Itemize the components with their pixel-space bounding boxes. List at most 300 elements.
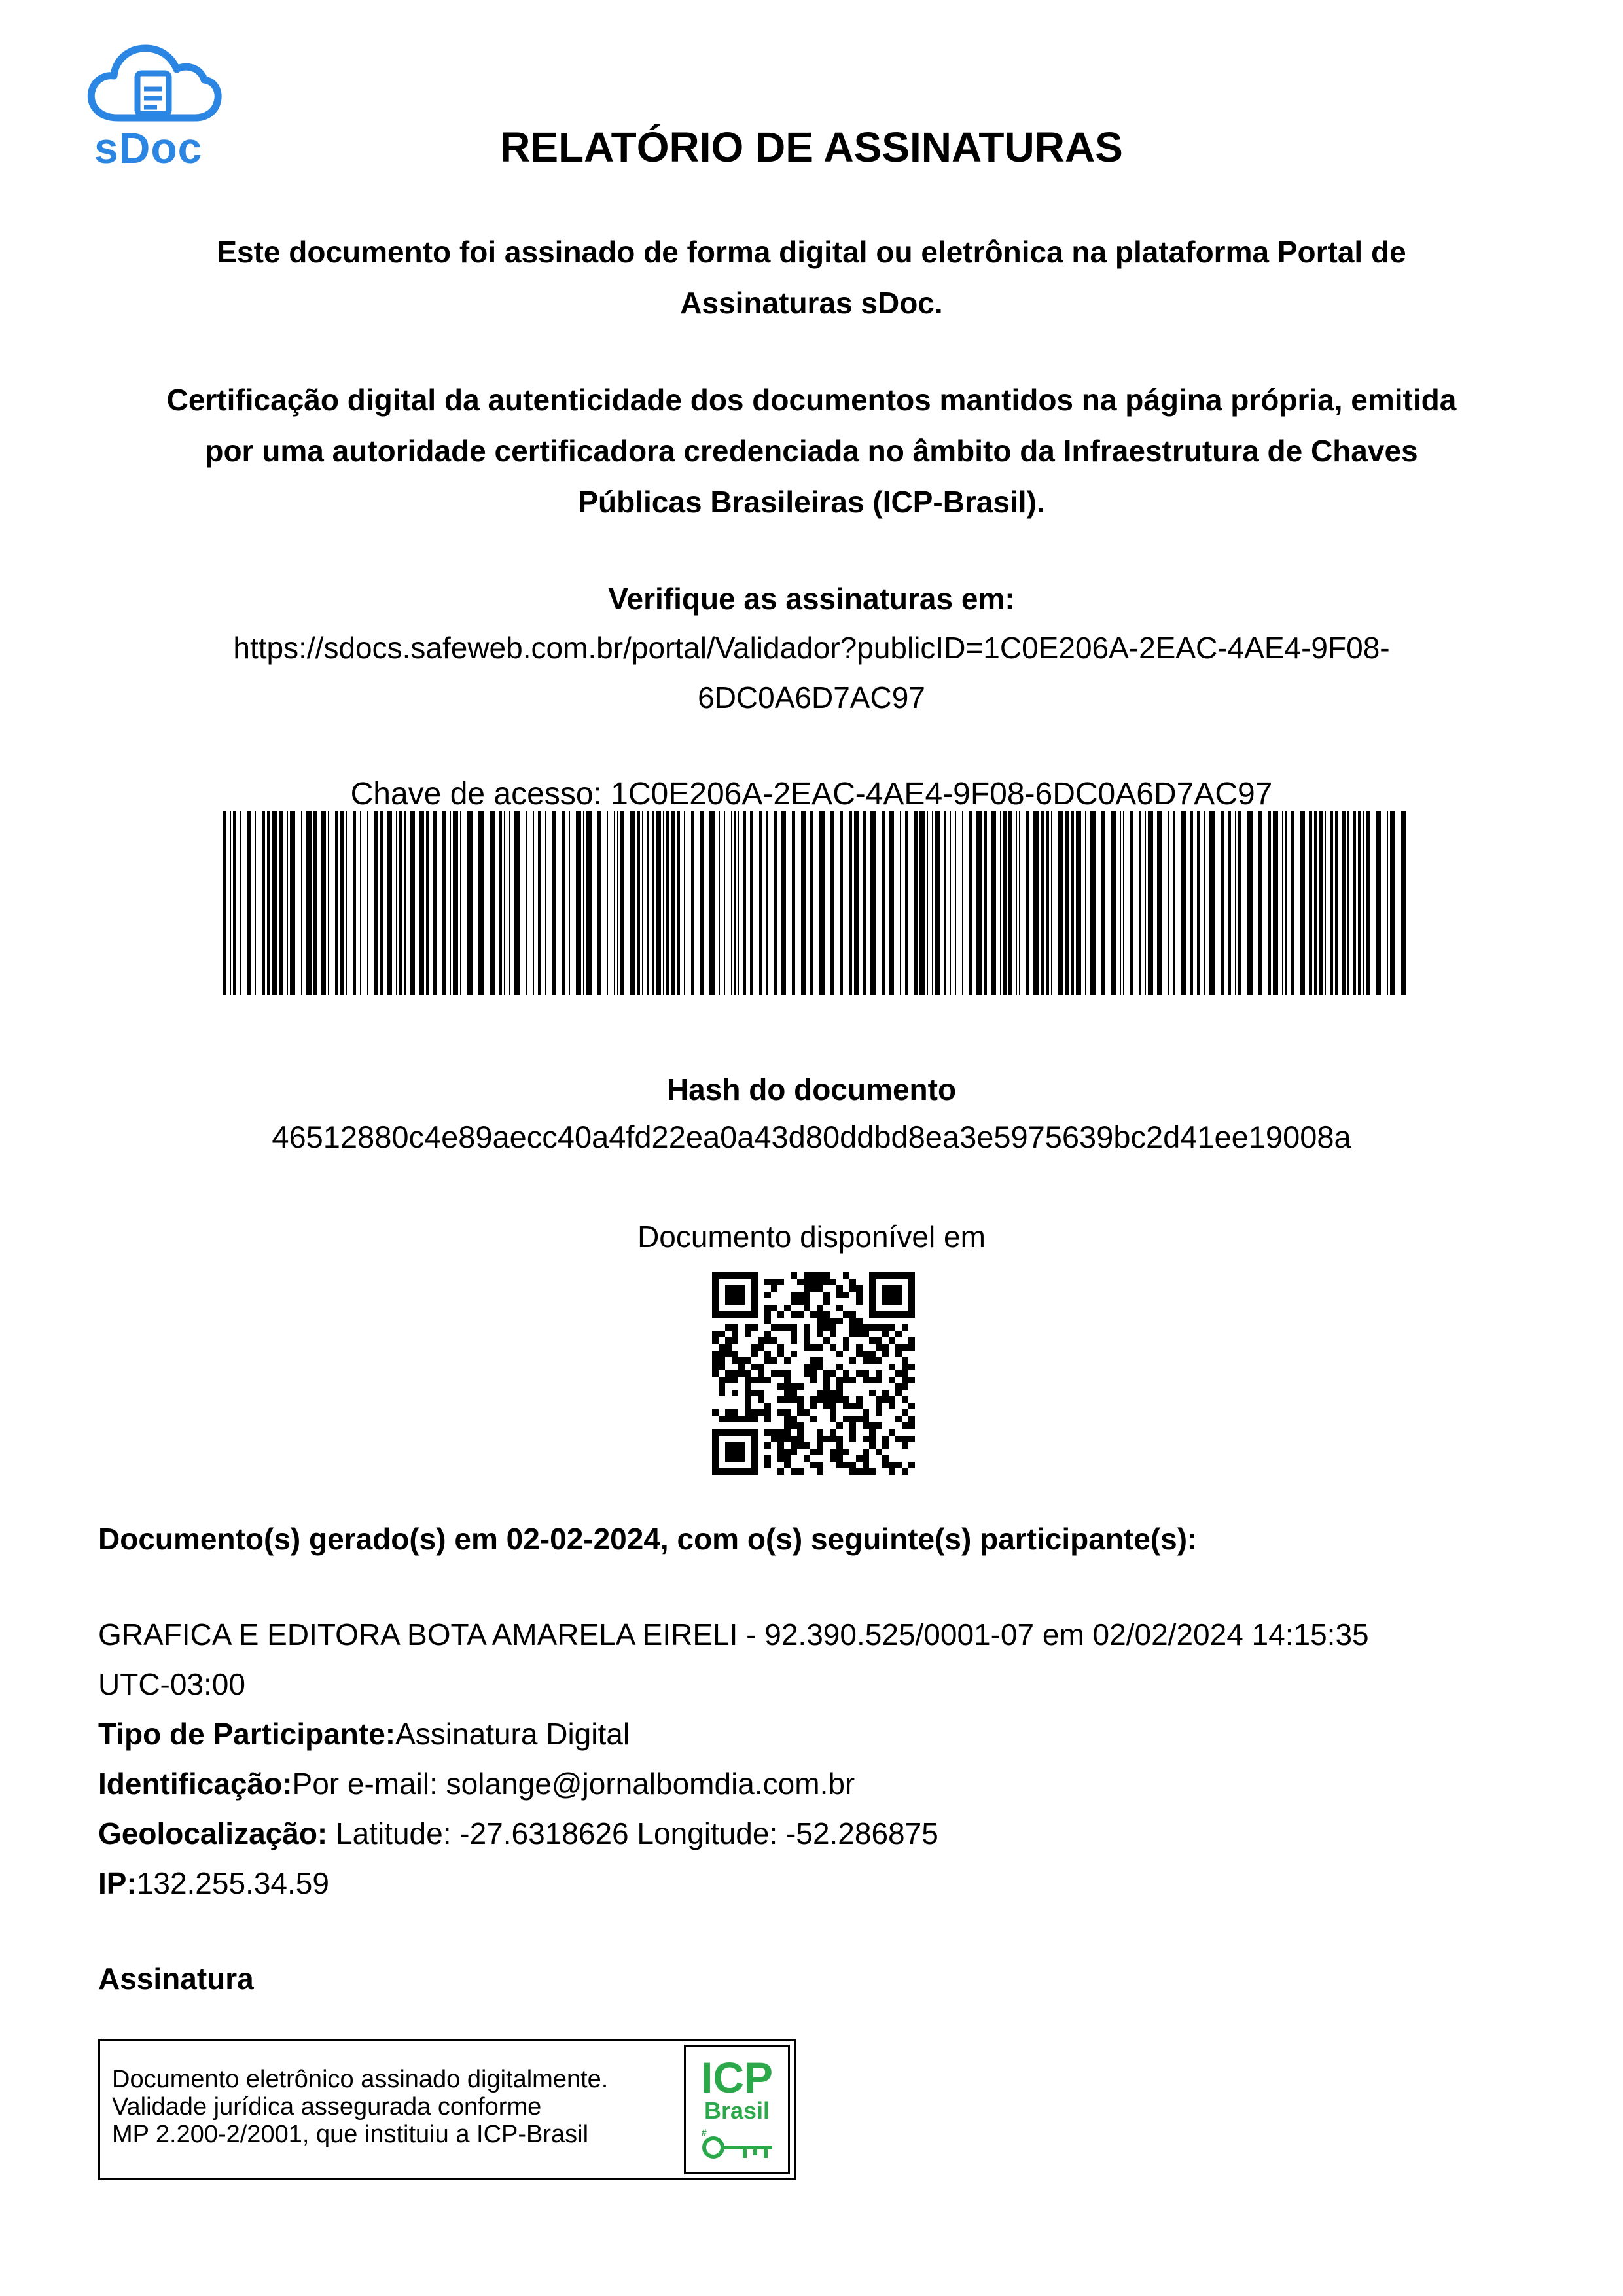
participant-line-2: UTC-03:00 xyxy=(98,1667,245,1701)
qr-module xyxy=(823,1298,830,1305)
barcode-bar xyxy=(1181,811,1186,995)
qr-module xyxy=(817,1305,823,1311)
qr-module xyxy=(830,1344,836,1351)
qr-module xyxy=(823,1279,830,1285)
barcode-bar xyxy=(1282,811,1283,995)
logo-text: sDoc xyxy=(94,124,203,172)
barcode-bar xyxy=(882,811,885,995)
qr-module xyxy=(869,1390,876,1396)
qr-module xyxy=(882,1344,889,1351)
qr-module xyxy=(869,1422,876,1429)
qr-module xyxy=(817,1390,823,1396)
qr-module xyxy=(849,1279,856,1285)
barcode-bar xyxy=(819,811,825,995)
qr-module xyxy=(863,1462,869,1468)
qr-module xyxy=(777,1429,784,1436)
qr-module xyxy=(784,1416,791,1422)
barcode-bar xyxy=(1342,811,1346,995)
barcode-bar xyxy=(1376,811,1381,995)
qr-module xyxy=(849,1416,856,1422)
qr-module xyxy=(810,1272,817,1279)
qr-module xyxy=(797,1468,804,1475)
barcode-bar xyxy=(340,811,344,995)
barcode-bar xyxy=(656,811,661,995)
barcode-bar xyxy=(1300,811,1305,995)
qr-module xyxy=(764,1442,771,1449)
barcode-bar xyxy=(759,811,762,995)
qr-module xyxy=(764,1409,771,1416)
qr-module xyxy=(712,1337,719,1344)
qr-module xyxy=(856,1416,863,1422)
barcode-bar xyxy=(255,811,256,995)
qr-module xyxy=(810,1396,817,1403)
barcode-bar xyxy=(932,811,933,995)
qr-module xyxy=(745,1370,751,1377)
verify-heading: Verifique as assinaturas em: xyxy=(608,582,1015,616)
qr-module xyxy=(784,1324,791,1331)
qr-module xyxy=(732,1351,738,1357)
qr-module xyxy=(784,1422,791,1429)
qr-module xyxy=(738,1416,745,1422)
qr-module xyxy=(777,1279,784,1285)
qr-module xyxy=(889,1403,895,1409)
barcode-bar xyxy=(1247,811,1253,995)
qr-module xyxy=(784,1455,791,1462)
qr-module xyxy=(784,1357,791,1364)
participant-ip-value: 132.255.34.59 xyxy=(136,1866,329,1900)
barcode-bar xyxy=(442,811,446,995)
qr-module xyxy=(876,1422,882,1429)
qr-module xyxy=(856,1468,863,1475)
qr-module xyxy=(882,1324,889,1331)
barcode-bar xyxy=(1071,811,1074,995)
qr-module xyxy=(764,1305,771,1311)
qr-module xyxy=(712,1357,719,1364)
qr-module xyxy=(732,1331,738,1337)
barcode-bar xyxy=(1046,811,1049,995)
cert-line-1: Certificação digital da autenticidade dos documentos mantidos na página própria, emitida xyxy=(166,383,1457,417)
barcode-bar xyxy=(889,811,894,995)
qr-module xyxy=(804,1279,810,1285)
qr-module xyxy=(732,1370,738,1377)
qr-module xyxy=(784,1396,791,1403)
qr-module xyxy=(751,1409,758,1416)
qr-module xyxy=(791,1442,797,1449)
qr-module xyxy=(719,1331,725,1337)
qr-module xyxy=(810,1311,817,1318)
qr-module xyxy=(849,1462,856,1468)
barcode-bar xyxy=(781,811,786,995)
participant-id-label: Identificação: xyxy=(98,1767,293,1801)
barcode-bar xyxy=(1120,811,1121,995)
qr-module xyxy=(745,1377,751,1383)
intro-line-1: Este documento foi assinado de forma digital ou eletrônica na plataforma Portal de xyxy=(217,235,1406,269)
barcode-bar xyxy=(526,811,527,995)
barcode-bar xyxy=(700,811,704,995)
barcode-bar xyxy=(478,811,484,995)
barcode-bar xyxy=(801,811,806,995)
barcode-bar xyxy=(854,811,859,995)
barcode-bar xyxy=(410,811,415,995)
qr-module xyxy=(751,1344,758,1351)
qr-module xyxy=(836,1305,843,1311)
qr-module xyxy=(836,1292,843,1298)
barcode-bar xyxy=(272,811,277,995)
qr-module xyxy=(869,1429,876,1436)
qr-module xyxy=(876,1337,882,1344)
qr-module xyxy=(882,1351,889,1357)
qr-module xyxy=(869,1337,876,1344)
barcode-bar xyxy=(984,811,987,995)
qr-module xyxy=(843,1377,849,1383)
qr-module xyxy=(836,1285,843,1292)
qr-module xyxy=(745,1390,751,1396)
qr-module xyxy=(745,1403,751,1409)
qr-module xyxy=(797,1422,804,1429)
barcode-bar xyxy=(538,811,541,995)
barcode-bar xyxy=(247,811,251,995)
qr-module xyxy=(745,1357,751,1364)
qr-module xyxy=(771,1337,777,1344)
barcode-bar xyxy=(1309,811,1312,995)
qr-module xyxy=(804,1364,810,1370)
qr-module xyxy=(836,1390,843,1396)
icp-brasil-seal xyxy=(684,2045,790,2174)
participant-details xyxy=(98,1610,1369,1908)
barcode-bar xyxy=(919,811,925,995)
barcode-bar xyxy=(1033,811,1039,995)
qr-module xyxy=(797,1396,804,1403)
intro-paragraph xyxy=(0,226,1623,328)
qr-module xyxy=(830,1416,836,1422)
barcode-bar xyxy=(453,811,458,995)
qr-module xyxy=(849,1468,856,1475)
qr-module xyxy=(784,1383,791,1390)
qr-module xyxy=(902,1468,908,1475)
barcode-bar xyxy=(287,811,288,995)
barcode-bar xyxy=(1228,811,1231,995)
barcode-bar xyxy=(346,811,347,995)
icp-seal-top: ICP xyxy=(700,2053,774,2102)
barcode-bar xyxy=(490,811,495,995)
available-label: Documento disponível em xyxy=(637,1220,986,1254)
qr-module xyxy=(836,1455,843,1462)
barcode-bar xyxy=(387,811,392,995)
barcode-bar xyxy=(955,811,956,995)
qr-module xyxy=(797,1383,804,1390)
participant-geolocation xyxy=(98,1809,1369,1858)
barcode-bar xyxy=(562,811,565,995)
qr-module xyxy=(882,1442,889,1449)
qr-module xyxy=(771,1436,777,1442)
qr-module xyxy=(856,1318,863,1324)
barcode-bar xyxy=(467,811,473,995)
qr-module xyxy=(771,1324,777,1331)
qr-module xyxy=(777,1455,784,1462)
qr-module xyxy=(725,1377,732,1383)
intro-line-2: Assinaturas sDoc. xyxy=(680,286,943,320)
qr-module xyxy=(869,1377,876,1383)
qr-module xyxy=(732,1409,738,1416)
qr-module xyxy=(889,1364,895,1370)
qr-module xyxy=(764,1331,771,1337)
qr-module xyxy=(817,1396,823,1403)
qr-module xyxy=(738,1370,745,1377)
qr-module xyxy=(817,1331,823,1337)
qr-module xyxy=(863,1331,869,1337)
verify-url-line-1[interactable]: https://sdocs.safeweb.com.br/portal/Validador?publicID=1C0E206A-2EAC-4AE4-9F08- xyxy=(233,631,1390,665)
qr-module xyxy=(797,1279,804,1285)
qr-module xyxy=(758,1344,764,1351)
qr-module xyxy=(882,1436,889,1442)
barcode-bar xyxy=(279,811,283,995)
qr-module xyxy=(764,1311,771,1318)
qr-module xyxy=(843,1292,849,1298)
participant-ip-label: IP: xyxy=(98,1866,137,1900)
barcode-bar xyxy=(1273,811,1278,995)
qr-module xyxy=(751,1364,758,1370)
barcode-bar xyxy=(1130,811,1133,995)
qr-module xyxy=(889,1462,895,1468)
qr-module xyxy=(895,1383,902,1390)
qr-module xyxy=(725,1409,732,1416)
barcode-bar xyxy=(935,811,940,995)
qr-module xyxy=(745,1409,751,1416)
qr-module xyxy=(908,1436,915,1442)
barcode-bar xyxy=(460,811,461,995)
qr-module xyxy=(719,1357,725,1364)
qr-module xyxy=(869,1436,876,1442)
qr-module xyxy=(810,1364,817,1370)
barcode-bar xyxy=(313,811,317,995)
barcode-bar xyxy=(1101,811,1105,995)
barcode-bar xyxy=(976,811,982,995)
qr-module xyxy=(804,1298,810,1305)
barcode-bar xyxy=(863,811,866,995)
barcode-bar xyxy=(1168,811,1169,995)
qr-module xyxy=(843,1403,849,1409)
barcode-bar xyxy=(900,811,901,995)
qr-module xyxy=(745,1416,751,1422)
qr-module xyxy=(784,1409,791,1416)
qr-module xyxy=(849,1422,856,1429)
qr-module xyxy=(719,1416,725,1422)
participant-type xyxy=(98,1709,1369,1759)
cert-line-3: Públicas Brasileiras (ICP-Brasil). xyxy=(578,485,1045,519)
barcode-bar xyxy=(652,811,654,995)
qr-module xyxy=(719,1364,725,1370)
qr-module xyxy=(895,1436,902,1442)
barcode-bar xyxy=(1314,811,1317,995)
cloud-document-icon xyxy=(85,41,223,126)
qr-module xyxy=(889,1337,895,1344)
qr-module xyxy=(895,1344,902,1351)
qr-module xyxy=(764,1351,771,1357)
barcode-bar xyxy=(552,811,556,995)
qr-module xyxy=(797,1292,804,1298)
barcode-bar xyxy=(792,811,795,995)
qr-module xyxy=(777,1351,784,1357)
qr-module xyxy=(863,1351,869,1357)
qr-module xyxy=(869,1351,876,1357)
qr-module xyxy=(777,1409,784,1416)
qr-module xyxy=(836,1442,843,1449)
hash-heading: Hash do documento xyxy=(666,1072,957,1106)
qr-module xyxy=(725,1416,732,1422)
barcode-bar xyxy=(1139,811,1141,995)
qr-module xyxy=(791,1324,797,1331)
qr-module xyxy=(751,1416,758,1422)
qr-module xyxy=(817,1436,823,1442)
qr-module xyxy=(777,1383,784,1390)
qr-module xyxy=(791,1390,797,1396)
signature-line-3: MP 2.200-2/2001, que instituiu a ICP-Brasil xyxy=(112,2121,589,2148)
qr-module xyxy=(732,1416,738,1422)
barcode-bar xyxy=(262,811,265,995)
barcode-bar xyxy=(1238,811,1241,995)
barcode-bar xyxy=(905,811,908,995)
barcode-bar xyxy=(586,811,592,995)
qr-module xyxy=(863,1370,869,1377)
qr-module xyxy=(902,1344,908,1351)
qr-module xyxy=(784,1305,791,1311)
qr-module xyxy=(830,1390,836,1396)
qr-module xyxy=(719,1351,725,1357)
barcode-bar xyxy=(1335,811,1338,995)
qr-module xyxy=(751,1351,758,1357)
qr-module xyxy=(876,1409,882,1416)
qr-module xyxy=(804,1305,810,1311)
participant-ip xyxy=(98,1858,1369,1908)
qr-module xyxy=(777,1468,784,1475)
barcode-bar xyxy=(1157,811,1162,995)
barcode-bar xyxy=(1319,811,1323,995)
qr-module xyxy=(777,1396,784,1403)
qr-module xyxy=(791,1383,797,1390)
qr-module xyxy=(902,1364,908,1370)
barcode-bar xyxy=(731,811,732,995)
qr-module xyxy=(777,1311,784,1318)
qr-module xyxy=(836,1383,843,1390)
barcode-bar xyxy=(335,811,338,995)
barcode-bar xyxy=(360,811,361,995)
barcode-bar xyxy=(830,811,834,995)
qr-module xyxy=(849,1357,856,1364)
qr-module xyxy=(863,1436,869,1442)
signature-line-1: Documento eletrônico assinado digitalmente. xyxy=(112,2066,609,2093)
qr-module xyxy=(791,1331,797,1337)
qr-module xyxy=(817,1344,823,1351)
qr-module xyxy=(797,1311,804,1318)
qr-module xyxy=(876,1449,882,1455)
participant-geo-label: Geolocalização: xyxy=(98,1816,328,1850)
qr-module xyxy=(777,1344,784,1351)
qr-module xyxy=(725,1442,745,1462)
qr-module xyxy=(823,1318,830,1324)
qr-module xyxy=(889,1396,895,1403)
qr-module xyxy=(791,1351,797,1357)
qr-module xyxy=(869,1468,876,1475)
qr-module xyxy=(876,1370,882,1377)
verify-url-line-2[interactable]: 6DC0A6D7AC97 xyxy=(698,680,925,715)
barcode-bar xyxy=(724,811,725,995)
qr-module xyxy=(876,1357,882,1364)
qr-module xyxy=(836,1422,843,1429)
qr-module xyxy=(791,1468,797,1475)
participant-geo-value: Latitude: -27.6318626 Longitude: -52.286875 xyxy=(327,1816,938,1850)
barcode-bar xyxy=(840,811,843,995)
qr-module xyxy=(758,1370,764,1377)
qr-module xyxy=(830,1279,836,1285)
barcode-bar xyxy=(1209,811,1215,995)
barcode-bar xyxy=(1291,811,1294,995)
qr-module xyxy=(817,1429,823,1436)
qr-module xyxy=(863,1324,869,1331)
barcode-bar xyxy=(426,811,429,995)
qr-module xyxy=(804,1285,810,1292)
qr-module xyxy=(784,1390,791,1396)
qr-module xyxy=(836,1318,843,1324)
qr-module xyxy=(843,1449,849,1455)
qr-module xyxy=(830,1324,836,1331)
qr-module xyxy=(817,1442,823,1449)
barcode-bar xyxy=(647,811,649,995)
qr-module xyxy=(882,1285,902,1305)
participant-line-1: GRAFICA E EDITORA BOTA AMARELA EIRELI - 92.390.525/0001-07 em 02/02/2024 14:15:35 xyxy=(98,1617,1369,1651)
verify-url[interactable] xyxy=(0,623,1623,722)
qr-module xyxy=(856,1344,863,1351)
qr-module xyxy=(771,1429,777,1436)
qr-module xyxy=(830,1436,836,1442)
barcode-bar xyxy=(404,811,406,995)
barcode-bar xyxy=(1353,811,1356,995)
generated-heading: Documento(s) gerado(s) em 02-02-2024, com o(s) seguinte(s) participante(s): xyxy=(98,1522,1198,1556)
barcode xyxy=(223,811,1407,995)
qr-module xyxy=(882,1455,889,1462)
qr-module xyxy=(738,1357,745,1364)
barcode-bar xyxy=(267,811,270,995)
barcode-bar xyxy=(1008,811,1012,995)
barcode-bar xyxy=(306,811,312,995)
qr-module xyxy=(804,1442,810,1449)
signature-stamp xyxy=(98,2039,796,2180)
qr-module xyxy=(830,1403,836,1409)
qr-module xyxy=(876,1324,882,1331)
qr-module xyxy=(889,1377,895,1383)
qr-module xyxy=(856,1455,863,1462)
qr-module xyxy=(804,1324,810,1331)
qr-module xyxy=(908,1344,915,1351)
qr-module xyxy=(830,1409,836,1416)
qr-module xyxy=(843,1311,849,1318)
participant-id-value: Por e-mail: solange@jornalbomdia.com.br xyxy=(292,1767,855,1801)
barcode-bar xyxy=(1387,811,1388,995)
qr-module xyxy=(823,1292,830,1298)
qr-module xyxy=(771,1305,777,1311)
qr-module xyxy=(745,1396,751,1403)
barcode-bar xyxy=(450,811,451,995)
barcode-bar xyxy=(1076,811,1081,995)
barcode-bar xyxy=(583,811,584,995)
qr-module xyxy=(732,1337,738,1344)
qr-module xyxy=(895,1370,902,1377)
qr-module xyxy=(863,1357,869,1364)
qr-module xyxy=(876,1344,882,1351)
qr-module xyxy=(902,1396,908,1403)
barcode-bar xyxy=(399,811,402,995)
qr-module xyxy=(804,1370,810,1377)
barcode-bar xyxy=(1065,811,1069,995)
